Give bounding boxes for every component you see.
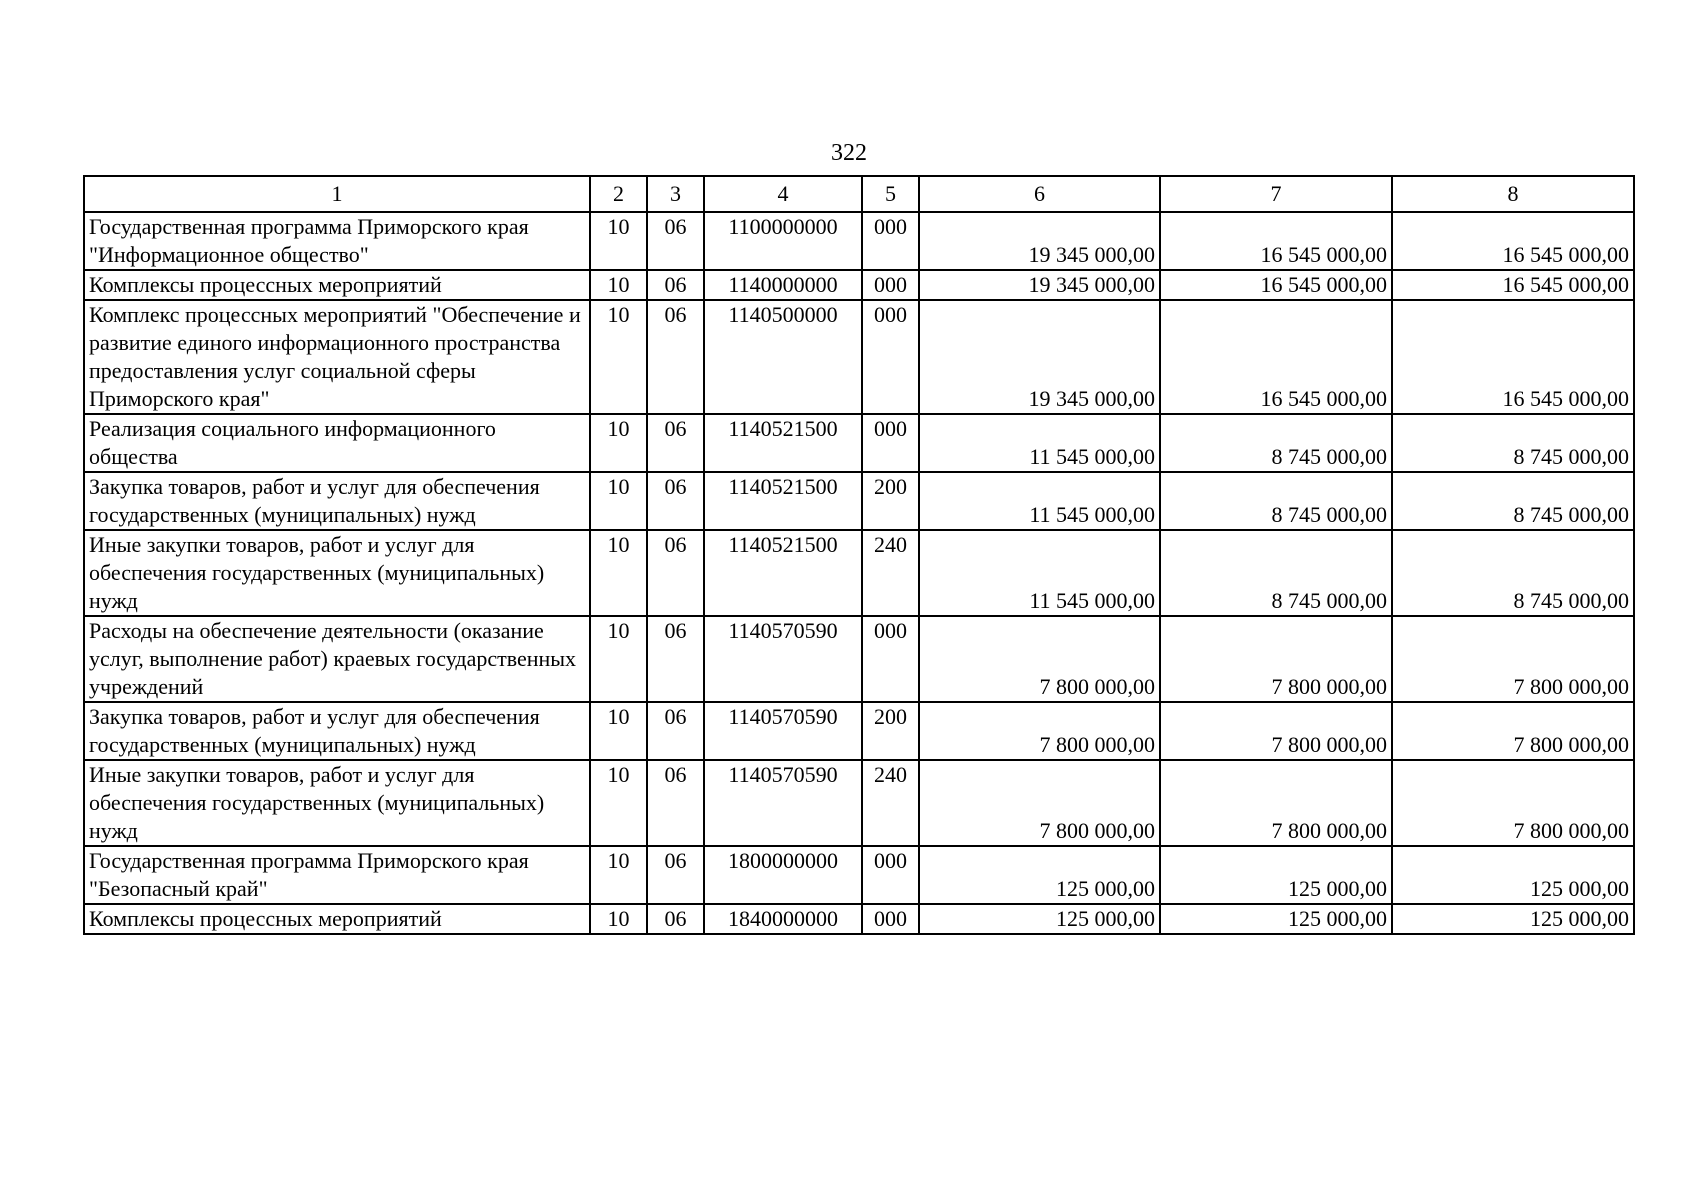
row-section-code: 10 <box>590 300 647 414</box>
budget-table <box>83 175 1635 935</box>
row-section-code: 10 <box>590 904 647 934</box>
header-col-3: 3 <box>647 176 704 212</box>
row-amount-col-6: 11 545 000,00 <box>919 530 1160 616</box>
row-amount-col-8: 125 000,00 <box>1392 846 1634 904</box>
row-amount-col-6: 7 800 000,00 <box>919 616 1160 702</box>
row-subsection-code: 06 <box>647 212 704 270</box>
table-row <box>84 616 1634 702</box>
row-section-code: 10 <box>590 530 647 616</box>
row-amount-col-7: 125 000,00 <box>1160 904 1392 934</box>
table-row <box>84 846 1634 904</box>
row-expense-type-code: 000 <box>862 616 919 702</box>
row-expense-type-code: 000 <box>862 904 919 934</box>
table-row <box>84 212 1634 270</box>
row-amount-col-8: 125 000,00 <box>1392 904 1634 934</box>
row-amount-col-8: 7 800 000,00 <box>1392 760 1634 846</box>
row-target-article-code: 1140521500 <box>704 530 862 616</box>
table-row <box>84 472 1634 530</box>
header-col-7: 7 <box>1160 176 1392 212</box>
row-subsection-code: 06 <box>647 702 704 760</box>
row-target-article-code: 1840000000 <box>704 904 862 934</box>
row-amount-col-7: 16 545 000,00 <box>1160 300 1392 414</box>
header-col-1: 1 <box>84 176 590 212</box>
row-amount-col-8: 7 800 000,00 <box>1392 616 1634 702</box>
row-section-code: 10 <box>590 472 647 530</box>
row-name-cell: Закупка товаров, работ и услуг для обеспечения государственных (муниципальных) нужд <box>84 702 590 760</box>
row-expense-type-code: 000 <box>862 846 919 904</box>
row-section-code: 10 <box>590 702 647 760</box>
row-amount-col-7: 7 800 000,00 <box>1160 702 1392 760</box>
row-target-article-code: 1140570590 <box>704 616 862 702</box>
row-subsection-code: 06 <box>647 904 704 934</box>
row-name-cell: Комплексы процессных мероприятий <box>84 270 590 300</box>
row-name-cell: Комплексы процессных мероприятий <box>84 904 590 934</box>
row-target-article-code: 1140000000 <box>704 270 862 300</box>
row-subsection-code: 06 <box>647 414 704 472</box>
row-amount-col-7: 125 000,00 <box>1160 846 1392 904</box>
header-row <box>84 176 1634 212</box>
row-subsection-code: 06 <box>647 616 704 702</box>
row-amount-col-6: 19 345 000,00 <box>919 212 1160 270</box>
header-col-2: 2 <box>590 176 647 212</box>
row-target-article-code: 1140570590 <box>704 760 862 846</box>
row-amount-col-6: 19 345 000,00 <box>919 300 1160 414</box>
row-name-cell: Иные закупки товаров, работ и услуг для обеспечения государственных (муниципальных) нужд <box>84 760 590 846</box>
table-row <box>84 904 1634 934</box>
row-subsection-code: 06 <box>647 760 704 846</box>
row-amount-col-8: 16 545 000,00 <box>1392 300 1634 414</box>
table-row <box>84 300 1634 414</box>
row-amount-col-7: 8 745 000,00 <box>1160 530 1392 616</box>
row-amount-col-8: 16 545 000,00 <box>1392 270 1634 300</box>
row-target-article-code: 1140521500 <box>704 472 862 530</box>
row-amount-col-6: 11 545 000,00 <box>919 414 1160 472</box>
row-amount-col-8: 8 745 000,00 <box>1392 414 1634 472</box>
row-section-code: 10 <box>590 616 647 702</box>
row-amount-col-6: 125 000,00 <box>919 904 1160 934</box>
row-subsection-code: 06 <box>647 846 704 904</box>
row-target-article-code: 1100000000 <box>704 212 862 270</box>
row-target-article-code: 1140570590 <box>704 702 862 760</box>
row-amount-col-8: 8 745 000,00 <box>1392 472 1634 530</box>
row-name-cell: Расходы на обеспечение деятельности (оказание услуг, выполнение работ) краевых государственных учреждений <box>84 616 590 702</box>
row-target-article-code: 1140500000 <box>704 300 862 414</box>
row-amount-col-7: 16 545 000,00 <box>1160 270 1392 300</box>
row-target-article-code: 1140521500 <box>704 414 862 472</box>
row-subsection-code: 06 <box>647 530 704 616</box>
row-subsection-code: 06 <box>647 270 704 300</box>
table-row <box>84 530 1634 616</box>
row-name-cell: Закупка товаров, работ и услуг для обеспечения государственных (муниципальных) нужд <box>84 472 590 530</box>
table-row <box>84 270 1634 300</box>
row-section-code: 10 <box>590 760 647 846</box>
row-section-code: 10 <box>590 846 647 904</box>
row-subsection-code: 06 <box>647 300 704 414</box>
row-expense-type-code: 000 <box>862 212 919 270</box>
row-expense-type-code: 240 <box>862 760 919 846</box>
row-amount-col-6: 19 345 000,00 <box>919 270 1160 300</box>
row-amount-col-6: 7 800 000,00 <box>919 760 1160 846</box>
row-name-cell: Государственная программа Приморского края "Безопасный край" <box>84 846 590 904</box>
row-amount-col-8: 7 800 000,00 <box>1392 702 1634 760</box>
row-subsection-code: 06 <box>647 472 704 530</box>
row-expense-type-code: 000 <box>862 300 919 414</box>
row-amount-col-7: 8 745 000,00 <box>1160 414 1392 472</box>
header-col-4: 4 <box>704 176 862 212</box>
row-expense-type-code: 000 <box>862 414 919 472</box>
row-amount-col-8: 8 745 000,00 <box>1392 530 1634 616</box>
row-amount-col-6: 7 800 000,00 <box>919 702 1160 760</box>
table-row <box>84 414 1634 472</box>
table-row <box>84 760 1634 846</box>
row-section-code: 10 <box>590 270 647 300</box>
row-section-code: 10 <box>590 212 647 270</box>
header-col-5: 5 <box>862 176 919 212</box>
table-body <box>84 212 1634 934</box>
page-number: 322 <box>831 140 867 166</box>
row-name-cell: Иные закупки товаров, работ и услуг для обеспечения государственных (муниципальных) нужд <box>84 530 590 616</box>
row-name-cell: Реализация социального информационного общества <box>84 414 590 472</box>
row-amount-col-7: 8 745 000,00 <box>1160 472 1392 530</box>
row-expense-type-code: 200 <box>862 472 919 530</box>
header-col-8: 8 <box>1392 176 1634 212</box>
header-col-6: 6 <box>919 176 1160 212</box>
row-name-cell: Государственная программа Приморского края "Информационное общество" <box>84 212 590 270</box>
row-expense-type-code: 000 <box>862 270 919 300</box>
table-row <box>84 702 1634 760</box>
row-amount-col-7: 7 800 000,00 <box>1160 760 1392 846</box>
row-name-cell: Комплекс процессных мероприятий "Обеспечение и развитие единого информационного пространства предоставления услуг социальной сферы Приморского края" <box>84 300 590 414</box>
row-amount-col-6: 11 545 000,00 <box>919 472 1160 530</box>
row-target-article-code: 1800000000 <box>704 846 862 904</box>
row-amount-col-8: 16 545 000,00 <box>1392 212 1634 270</box>
row-amount-col-7: 7 800 000,00 <box>1160 616 1392 702</box>
row-expense-type-code: 200 <box>862 702 919 760</box>
row-section-code: 10 <box>590 414 647 472</box>
table-header <box>84 176 1634 212</box>
row-amount-col-6: 125 000,00 <box>919 846 1160 904</box>
row-amount-col-7: 16 545 000,00 <box>1160 212 1392 270</box>
row-expense-type-code: 240 <box>862 530 919 616</box>
